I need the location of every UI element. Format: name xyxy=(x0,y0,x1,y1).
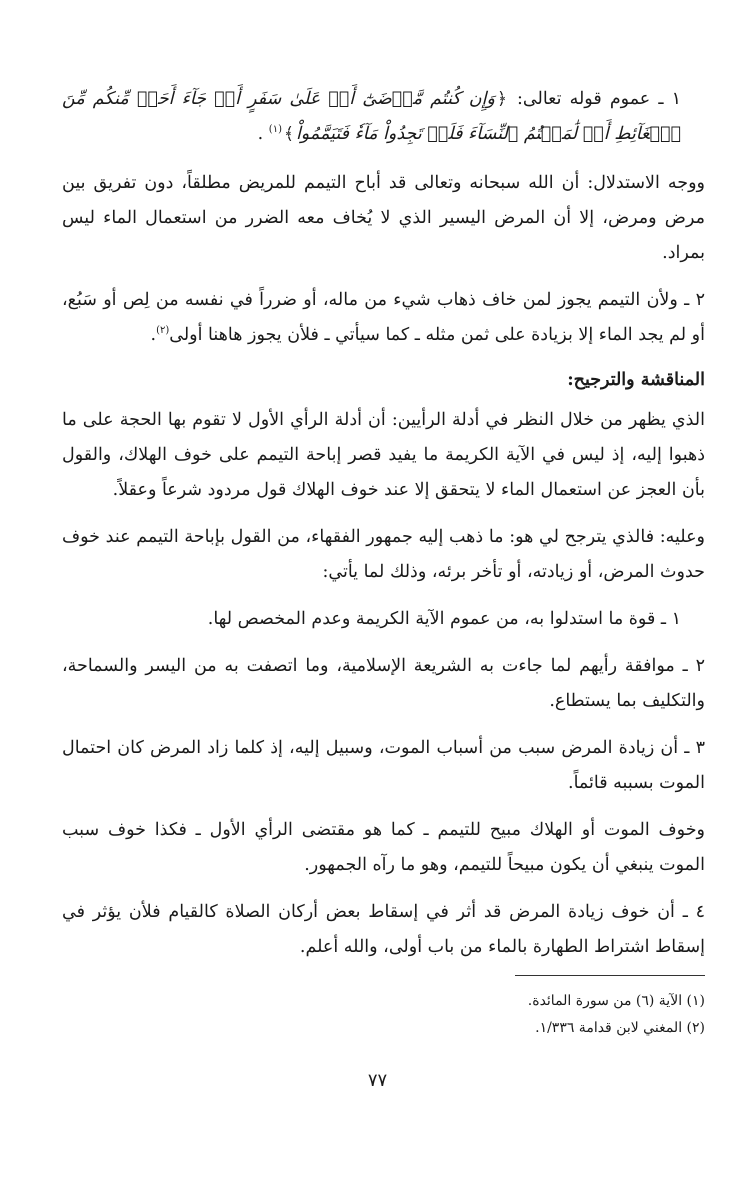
footnote-2: (٢) المغني لابن قدامة ١/٣٣٦. xyxy=(535,1020,705,1036)
paragraph-reason-2: ٢ ـ موافقة رأيهم لما جاءت به الشريعة الإسلامية، وما اتصفت به من اليسر والسماحة، والتكليف بما يستطاع. xyxy=(62,656,705,711)
paragraph-reason-1: ١ ـ قوة ما استدلوا به، من عموم الآية الكريمة وعدم المخصص لها. xyxy=(207,609,681,629)
paragraph-reason-3: ٣ ـ أن زيادة المرض سبب من أسباب الموت، وسبيل إليه، إذ كلما زاد المرض كان احتمال الموت بسببه قائماً. xyxy=(62,738,705,793)
quran-ornament-close-icon: ﴾ xyxy=(283,124,294,144)
quran-verse: وَإِن كُنتُم مَّرۡضَىٰٓ أَوۡ عَلَىٰ سَفَرٍ أَوۡ جَآءَ أَحَدٞ مِّنكُم مِّنَ ٱلۡغَآئِطِ أَوۡ لَٰمَسۡتُمُ ٱلنِّسَآءَ فَلَمۡ تَجِدُواْ مَآءٗ فَتَيَمَّمُواْ xyxy=(62,89,681,144)
evidence-1-intro: ١ ـ عموم قوله تعالى: xyxy=(508,89,681,109)
paragraph-reason-4: ٤ ـ أن خوف زيادة المرض قد أثر في إسقاط بعض أركان الصلاة كالقيام فلأن يؤثر في إسقاط اشتراط الطهارة بالماء من باب أولى، والله أعلم. xyxy=(62,902,705,957)
footnote-ref-1[interactable]: (١) xyxy=(268,124,282,136)
footnotes xyxy=(62,988,705,1042)
evidence-1-tail: . xyxy=(257,124,269,144)
quran-ornament-open-icon: ﴿ xyxy=(496,89,507,109)
footnote-1: (١) الآية (٦) من سورة المائدة. xyxy=(527,993,705,1009)
paragraph-discussion: الذي يظهر من خلال النظر في أدلة الرأيين: أن أدلة الرأي الأول لا تقوم بها الحجة على ما ذهبوا إليه، إذ ليس في الآية الكريمة ما يفيد قصر إباحة التيمم على خوف الهلاك، والقول بأن العجز عن استعمال الماء لا يتحقق إلا عند خوف الهلاك قول مردود شرعاً وعقلاً. xyxy=(62,410,705,500)
page-number: ٧٧ xyxy=(367,1070,388,1091)
page-body xyxy=(62,82,705,977)
section-heading: المناقشة والترجيح: xyxy=(567,370,705,390)
evidence-2-text: ٢ ـ ولأن التيمم يجوز لمن خاف ذهاب شيء من ماله، أو ضرراً في نفسه من لِص أو سَبُع، أو لم يجد الماء إلا بزيادة على ثمن مثله ـ كما سيأتي ـ فلأن يجوز هاهنا أولى xyxy=(62,290,705,345)
paragraph-preference: وعليه: فالذي يترجح لي هو: ما ذهب إليه جمهور الفقهاء، من القول بإباحة التيمم عند خوف حدوث المرض، أو زيادته، أو تأخر برئه، وذلك لما يأتي: xyxy=(62,527,705,582)
footnote-ref-2[interactable]: (٢) xyxy=(156,325,170,337)
footnote-divider xyxy=(515,975,705,976)
paragraph-inference: ووجه الاستدلال: أن الله سبحانه وتعالى قد أباح التيمم للمريض مطلقاً، دون تفريق بين مرض ومرض، إلا أن المرض اليسير الذي لا يُخاف معه الضرر من استعمال الماء ليس بمراد. xyxy=(62,173,705,263)
paragraph-evidence-1 xyxy=(62,82,705,152)
evidence-2-tail: . xyxy=(150,325,157,345)
paragraph-evidence-2 xyxy=(62,283,705,353)
paragraph-reason-3-cont: وخوف الموت أو الهلاك مبيح للتيمم ـ كما هو مقتضى الرأي الأول ـ فكذا خوف سبب الموت ينبغي أن يكون مبيحاً للتيمم، وهو ما رآه الجمهور. xyxy=(62,820,705,875)
